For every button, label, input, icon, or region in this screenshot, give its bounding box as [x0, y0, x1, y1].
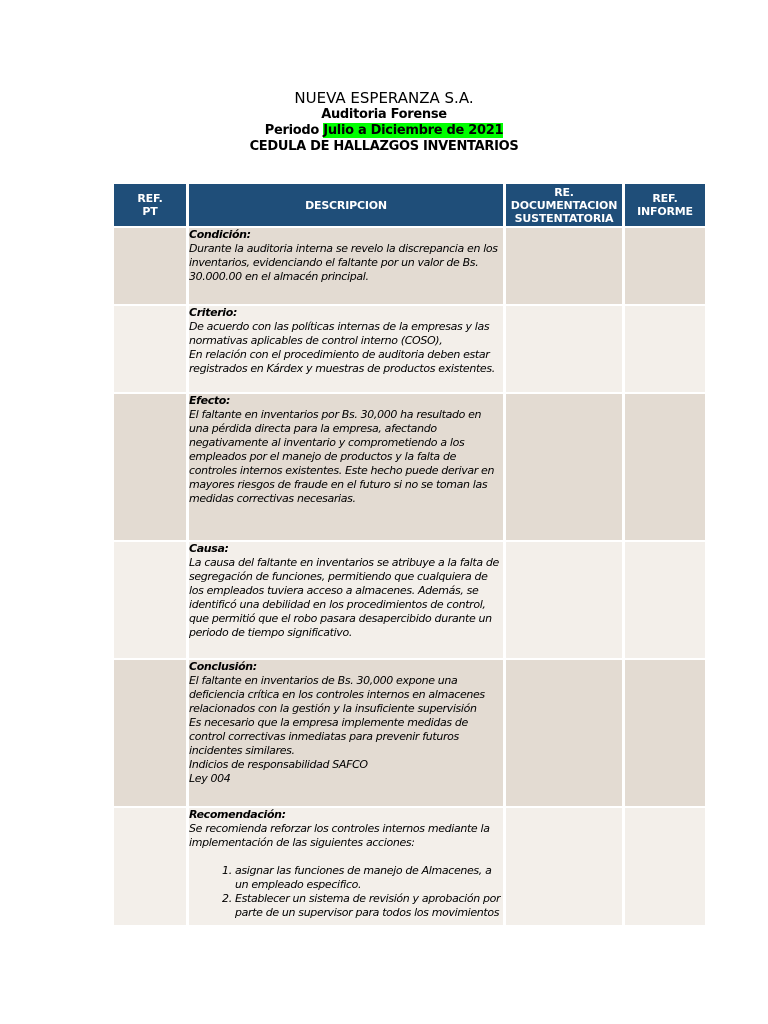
documentation-cell [506, 660, 622, 806]
period-line [0, 123, 768, 139]
ref-pt-cell [114, 228, 186, 304]
row-text: En relación con el procedimiento de auditoria deben estar registrados en Kárdex y muestras de productos existentes. [189, 348, 495, 375]
documentation-cell [506, 542, 622, 658]
header-ref2-label: REF. [652, 192, 678, 205]
ref-pt-cell [114, 306, 186, 392]
company-name: NUEVA ESPERANZA S.A. [294, 89, 474, 107]
documentation-cell [506, 306, 622, 392]
report-ref-cell [625, 808, 705, 925]
cedula-title: CEDULA DE HALLAZGOS INVENTARIOS [249, 139, 519, 154]
period-value: Julio a Diciembre de 2021 [323, 123, 504, 138]
header-sustentatoria-label: SUSTENTATORIA [514, 211, 614, 225]
report-ref-cell [625, 660, 705, 806]
ref-pt-cell [114, 808, 186, 925]
documentation-cell [506, 394, 622, 540]
table-row [114, 394, 705, 540]
row-text: El faltante en inventarios por Bs. 30,000 ha resultado en una pérdida directa para la empresa, afectando negativamente al inventario y comprometiendo a los empleados por el manejo de productos y la falta de controles internos existentes. Este hecho puede derivar en mayores riesgos de fraude en el futuro si no se toman las medidas correctivas necesarias. [189, 408, 495, 505]
table-row [114, 542, 705, 658]
header-documentacion-label: DOCUMENTACION [510, 198, 618, 212]
report-ref-cell [625, 306, 705, 392]
row-text: Durante la auditoria interna se revelo la discrepancia en los inventarios, evidenciando el faltante por un valor de Bs. 30.000.00 en el almacén principal. [189, 242, 498, 283]
description-cell [189, 228, 503, 304]
header-ref-label: REF. [137, 192, 163, 205]
description-cell [189, 306, 503, 392]
table-row [114, 228, 705, 304]
row-text: El faltante en inventarios de Bs. 30,000 expone una deficiencia crítica en los controles internos en almacenes relacionados con la gestión y la insuficiente supervisión [189, 674, 485, 715]
description-cell [189, 808, 503, 925]
row-text: Ley 004 [189, 772, 231, 785]
row-label: Efecto: [189, 394, 231, 407]
row-label: Recomendación: [189, 808, 286, 821]
recommendation-content [189, 808, 503, 925]
ref-pt-cell [114, 660, 186, 806]
row-text: Se recomienda reforzar los controles internos mediante la implementación de las siguientes acciones: [189, 822, 490, 849]
report-ref-cell [625, 394, 705, 540]
ref-pt-cell [114, 394, 186, 540]
row-text: Es necesario que la empresa implemente medidas de control correctivas inmediatas para prevenir futuros incidentes similares. [189, 716, 468, 757]
col-header-descripcion: DESCRIPCION [189, 184, 503, 226]
documentation-cell [506, 228, 622, 304]
description-cell [189, 660, 503, 806]
description-cell [189, 542, 503, 658]
table-row [114, 306, 705, 392]
header-pt-label: PT [142, 205, 158, 218]
period-label: Periodo [264, 123, 320, 138]
description-cell [189, 394, 503, 540]
col-header-informe [625, 184, 705, 226]
row-text: La causa del faltante en inventarios se atribuye a la falta de segregación de funciones, permitiendo que cualquiera de los empleados tuviera acceso a almacenes. Además, se identificó una debilidad en los procedimientos de control, que permitió que el robo pasara desapercibido durante un periodo de tiempo significativo. [189, 556, 499, 639]
row-text: Indicios de responsabilidad SAFCO [189, 758, 368, 771]
list-item: 1. asignar las funciones de manejo de Almacenes, a un empleado especifico. [235, 864, 503, 892]
header-re-label: RE. [554, 185, 574, 199]
ref-pt-cell [114, 542, 186, 658]
list-item: 2. Establecer un sistema de revisión y aprobación por parte de un supervisor para todos los movimientos [235, 892, 503, 920]
audit-subtitle: Auditoria Forense [321, 107, 447, 122]
col-header-documentacion [506, 184, 622, 226]
row-label: Causa: [189, 542, 229, 555]
recommendation-list [189, 864, 503, 920]
header-informe-label: INFORME [637, 205, 693, 218]
findings-table [111, 182, 708, 927]
document-header [0, 90, 768, 155]
table-row [114, 660, 705, 806]
row-label: Conclusión: [189, 660, 257, 673]
row-text: De acuerdo con las políticas internas de la empresas y las normativas aplicables de control interno (COSO), [189, 320, 490, 347]
col-header-ref-pt [114, 184, 186, 226]
row-label: Condición: [189, 228, 251, 241]
report-ref-cell [625, 542, 705, 658]
row-label: Criterio: [189, 306, 237, 319]
documentation-cell [506, 808, 622, 925]
report-ref-cell [625, 228, 705, 304]
table-row [114, 808, 705, 925]
